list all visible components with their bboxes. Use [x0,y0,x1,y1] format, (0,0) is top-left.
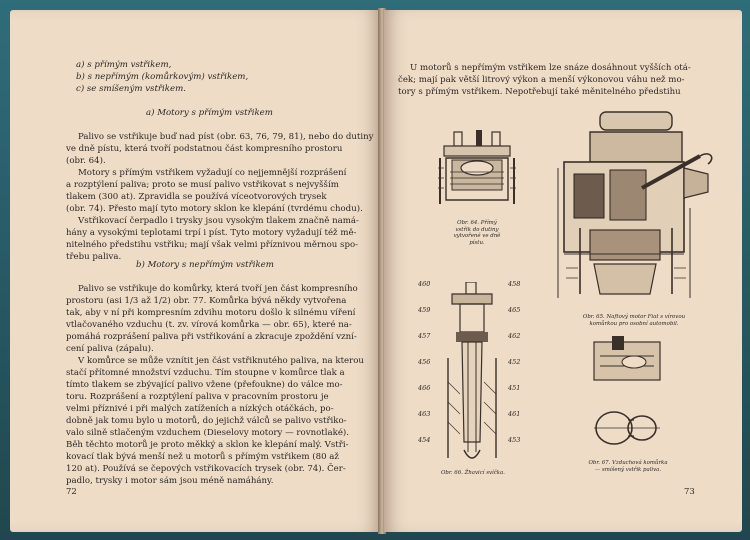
text-line: Vstřikovací čerpadlo i trysky jsou vysokým tlakem značně namá- [78,216,359,226]
text-line: Motory s přímým vstřikem vyžadují co nejjemnější rozprášení [78,168,347,178]
figure-67-bottom-drawing [590,398,664,458]
figure-67-caption [574,460,682,473]
caption-line: vytvořené ve dně [453,233,501,240]
figure-label: 459 [418,306,431,314]
text-line: hány a vysokými teplotami trpí i píst. Tyto motory vyžadují též mě- [66,228,357,238]
figure-label: 462 [508,332,521,340]
figure-label: 460 [418,280,431,288]
figure-label: 461 [508,410,521,418]
text-line: kovací tlak bývá menší než u motorů s přímým vstřikem (80 až [66,452,339,462]
text-line: tímto tlakem se zbývající palivo vžene (přefoukne) do válce mo- [66,380,343,390]
text-line: 120 at). Používá se čepových vstřikovacích trysek (obr. 74). Čer- [66,464,346,474]
text-line: tak, aby v ní při kompresním zdvihu motoru došlo k silnému víření [66,308,356,318]
list-item-a: a) s přímým vstřikem, [76,60,172,70]
list-item-c: c) se smíšeným vstřikem. [76,84,186,94]
text-line: třebu paliva. [66,252,122,262]
left-page [10,10,380,532]
figure-65-caption [554,314,714,327]
caption-line: Obr. 67. Vzduchová komůrka [588,460,668,466]
text-line: toru. Rozprášení a rozptýlení paliva v pracovním prostoru je [66,392,329,402]
page-number-left: 72 [66,487,77,497]
caption-line: — smíšený vstřik paliva. [594,466,662,473]
intro-line-1: U motorů s nepřímým vstřikem lze snáze dosáhnout vyšších otá- [410,63,691,73]
text-line: Palivo se vstřikuje buď nad píst (obr. 63, 76, 79, 81), nebo do dutiny [78,132,374,142]
figure-66-caption: Obr. 66. Žhavicí svíčka. [441,470,505,476]
figure-label: 457 [418,332,431,340]
heading-direct-injection: a) Motory s přímým vstřikem [146,108,273,118]
page-number-right: 73 [684,487,695,497]
figure-64-caption [442,220,512,246]
text-line: stačí přítomné množství vzduchu. Tím stoupne v komůrce tlak a [66,368,345,378]
figure-label: 453 [508,436,521,444]
figure-label: 465 [508,306,521,314]
text-line: (obr. 74). Přesto mají tyto motory sklon ke klepání (tvrdému chodu). [66,204,363,214]
figure-label: 463 [418,410,431,418]
text-line: dobně jak tomu bylo u motorů, do jejichž válců se palivo vstřiko- [66,416,347,426]
figure-label: 452 [508,358,521,366]
text-line: V komůrce se může vznítit jen část vstřiknutého paliva, na kterou [78,356,364,366]
caption-line: Obr. 64. Přímý [457,220,497,226]
text-line: prostoru (asi 1/3 až 1/2) obr. 77. Komůrka bývá někdy vytvořena [66,296,347,306]
list-item-b: b) s nepřímým (komůrkovým) vstřikem, [76,72,249,82]
caption-line: komůrkou pro osobní automobil. [589,320,679,327]
figure-label: 451 [508,384,521,392]
caption-line: vstřik do dutiny [455,226,499,233]
text-line: ve dně pístu, která tvoří podstatnou část kompresního prostoru [66,144,343,154]
text-line: pomáhá rozprášení paliva při vstřikování a zkracuje zpoždění vzní- [66,332,357,342]
heading-indirect-injection: b) Motory s nepřímým vstřikem [136,260,274,270]
text-line: valo silně stlačeným vzduchem (Dieselovy motory — rovnotlaké). [66,428,349,438]
caption-line: pístu. [469,239,485,246]
text-line: cení paliva (zápalu). [66,344,154,354]
figure-65-engine-drawing [550,108,720,304]
intro-line-2: ček; mají pak větší litrový výkon a menší výkonovou váhu než mo- [398,75,685,85]
figure-67-top-drawing [590,336,664,386]
text-line: nitelného předstihu vstřiku; mají však velmi příznivou měrnou spo- [66,240,359,250]
right-page [384,10,742,532]
intro-line-3: tory s přímým vstřikem. Nepotřebují také měnitelného předstihu [398,87,681,97]
figure-label: 466 [418,384,431,392]
figure-66-glow-plug-drawing [444,282,504,468]
caption-line: Obr. 65. Naftový motor Fiat s vírovou [582,314,686,320]
text-line: velmi příznivé i při malých zatíženích a nízkých otáčkách, po- [66,404,334,414]
text-line: padlo, trysky i motor sám jsou méně namáhány. [66,476,274,486]
text-line: (obr. 64). [66,156,106,166]
text-line: tlakem (300 at). Zpravidla se používá víceotvorových trysek [66,192,327,202]
figure-label: 456 [418,358,431,366]
figure-label: 454 [418,436,431,444]
text-line: vtlačovaného vzduchu (t. zv. vírová komůrka — obr. 65), které na- [66,320,352,330]
figure-label: 458 [508,280,521,288]
text-line: Palivo se vstřikuje do komůrky, která tvoří jen část kompresního [78,284,358,294]
figure-64-piston-drawing [436,128,516,208]
text-line: Běh těchto motorů je proto měkký a sklon ke klepání malý. Vstři- [66,440,349,450]
text-line: a rozptýlení paliva; proto se musí palivo vstřikovat s nejvyšším [66,180,339,190]
